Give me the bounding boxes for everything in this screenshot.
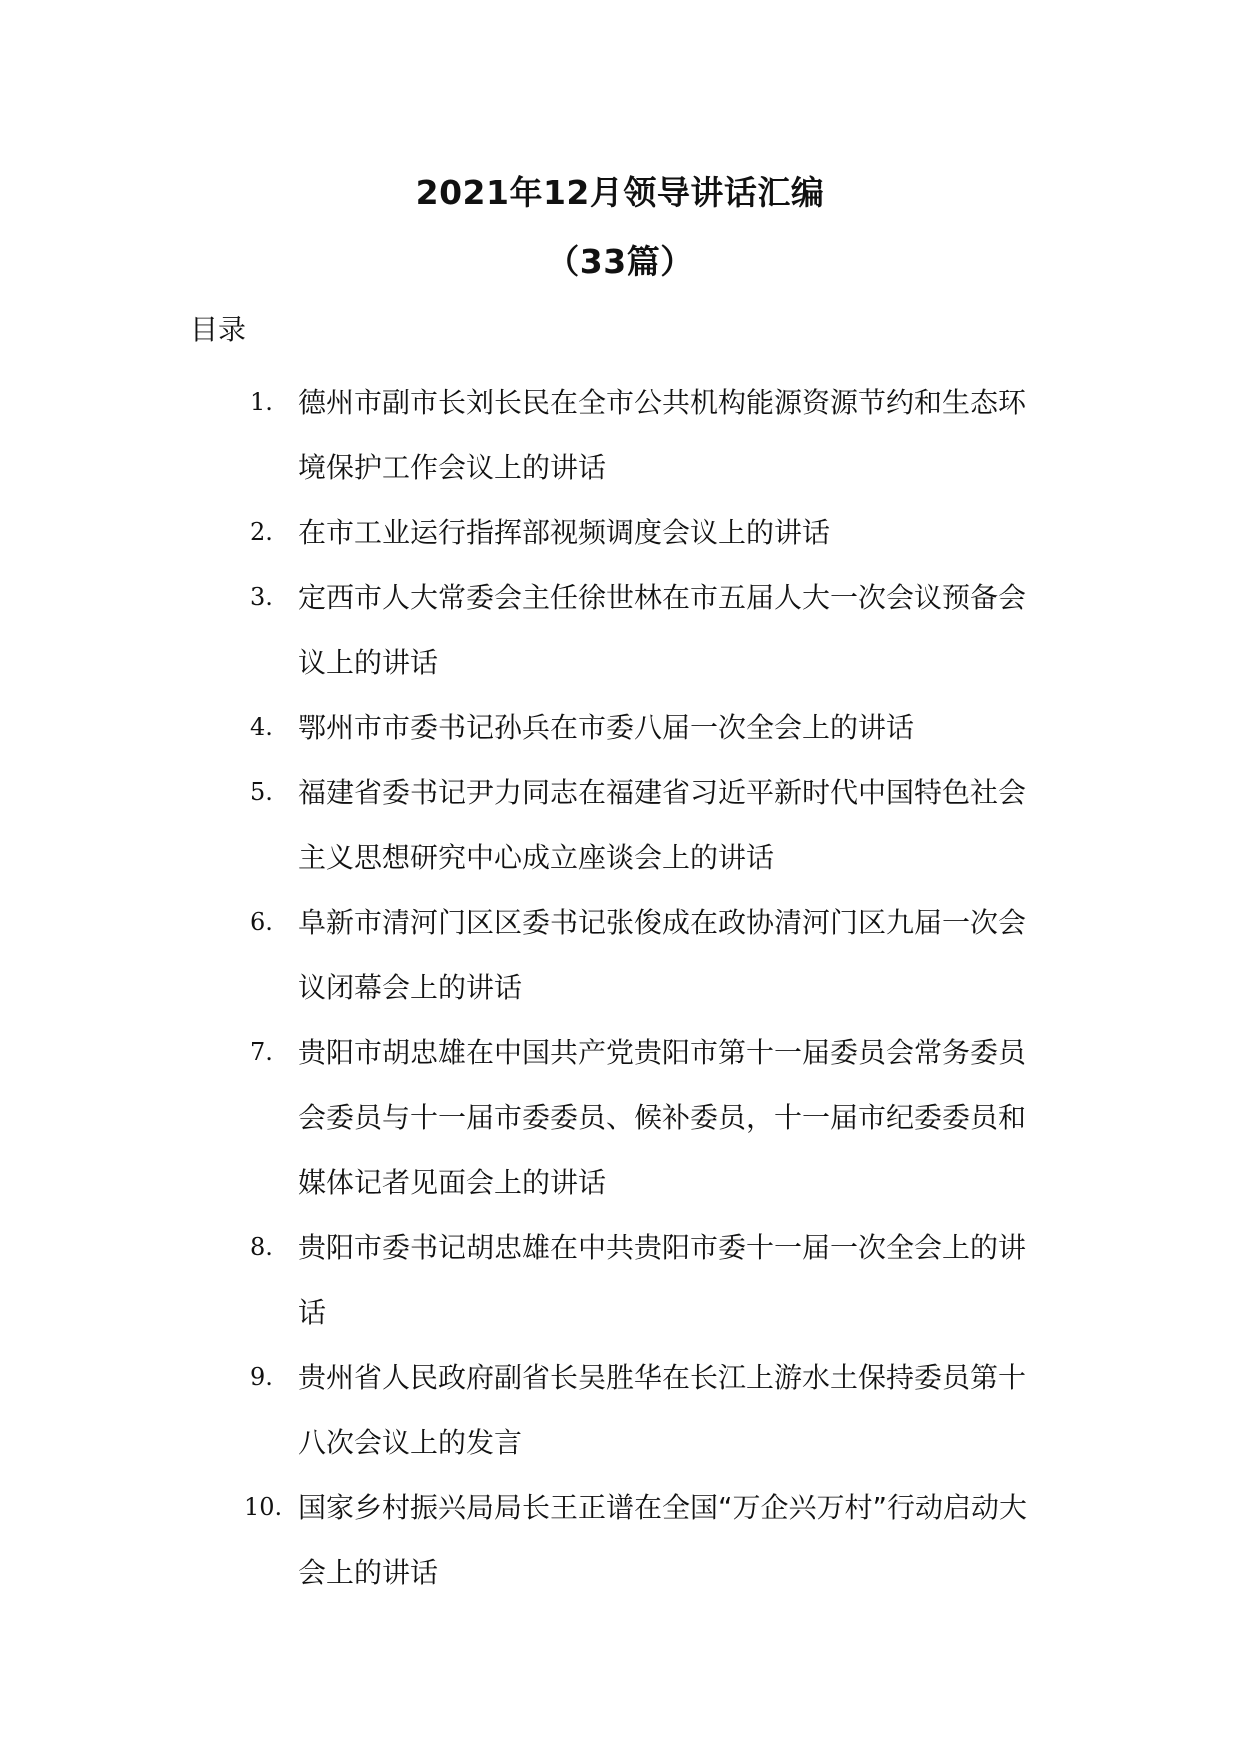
toc-item-text: 贵州省人民政府副省长吴胜华在长江上游水土保持委员第十八次会议上的发言 — [298, 1361, 1027, 1459]
toc-item — [250, 370, 1050, 500]
toc-item-number: 8. — [250, 1233, 273, 1261]
toc-item — [250, 1020, 1050, 1215]
toc-item-number: 5. — [250, 778, 273, 806]
toc-item-text: 福建省委书记尹力同志在福建省习近平新时代中国特色社会主义思想研究中心成立座谈会上的讲话 — [298, 776, 1027, 874]
toc-item-number: 9. — [250, 1363, 273, 1391]
toc-item — [250, 1215, 1050, 1345]
toc-item-number: 2. — [250, 518, 273, 546]
toc-item-text: 国家乡村振兴局局长王正谱在全国“万企兴万村”行动启动大会上的讲话 — [298, 1491, 1028, 1589]
toc-item — [250, 695, 1050, 760]
toc-item — [250, 1345, 1050, 1475]
toc-item-text: 德州市副市长刘长民在全市公共机构能源资源节约和生态环境保护工作会议上的讲话 — [298, 386, 1027, 484]
toc-item — [250, 760, 1050, 890]
toc-item-number: 4. — [250, 713, 273, 741]
toc-item-text: 贵阳市委书记胡忠雄在中共贵阳市委十一届一次全会上的讲话 — [298, 1231, 1027, 1329]
toc-item-text: 鄂州市市委书记孙兵在市委八届一次全会上的讲话 — [298, 711, 915, 744]
toc-item-number: 1. — [250, 388, 273, 416]
toc-item-text: 定西市人大常委会主任徐世林在市五届人大一次会议预备会议上的讲话 — [298, 581, 1027, 679]
toc-item-number: 3. — [250, 583, 273, 611]
toc-list — [244, 370, 1050, 1605]
toc-item-text: 阜新市清河门区区委书记张俊成在政协清河门区九届一次会议闭幕会上的讲话 — [298, 906, 1027, 1004]
toc-item-number: 10. — [244, 1493, 283, 1521]
toc-heading: 目录 — [190, 313, 247, 346]
document-subtitle: （33篇） — [546, 242, 694, 281]
toc-item-number: 7. — [250, 1038, 273, 1066]
toc-item — [250, 890, 1050, 1020]
toc-item — [250, 565, 1050, 695]
toc-item — [244, 1475, 1050, 1605]
toc-item-text: 贵阳市胡忠雄在中国共产党贵阳市第十一届委员会常务委员会委员与十一届市委委员、候补委员，十一届市纪委委员和媒体记者见面会上的讲话 — [298, 1036, 1027, 1199]
toc-item-number: 6. — [250, 908, 273, 936]
toc-item-text: 在市工业运行指挥部视频调度会议上的讲话 — [298, 516, 831, 549]
toc-item — [250, 500, 1050, 565]
document-title: 2021年12月领导讲话汇编 — [415, 173, 825, 212]
